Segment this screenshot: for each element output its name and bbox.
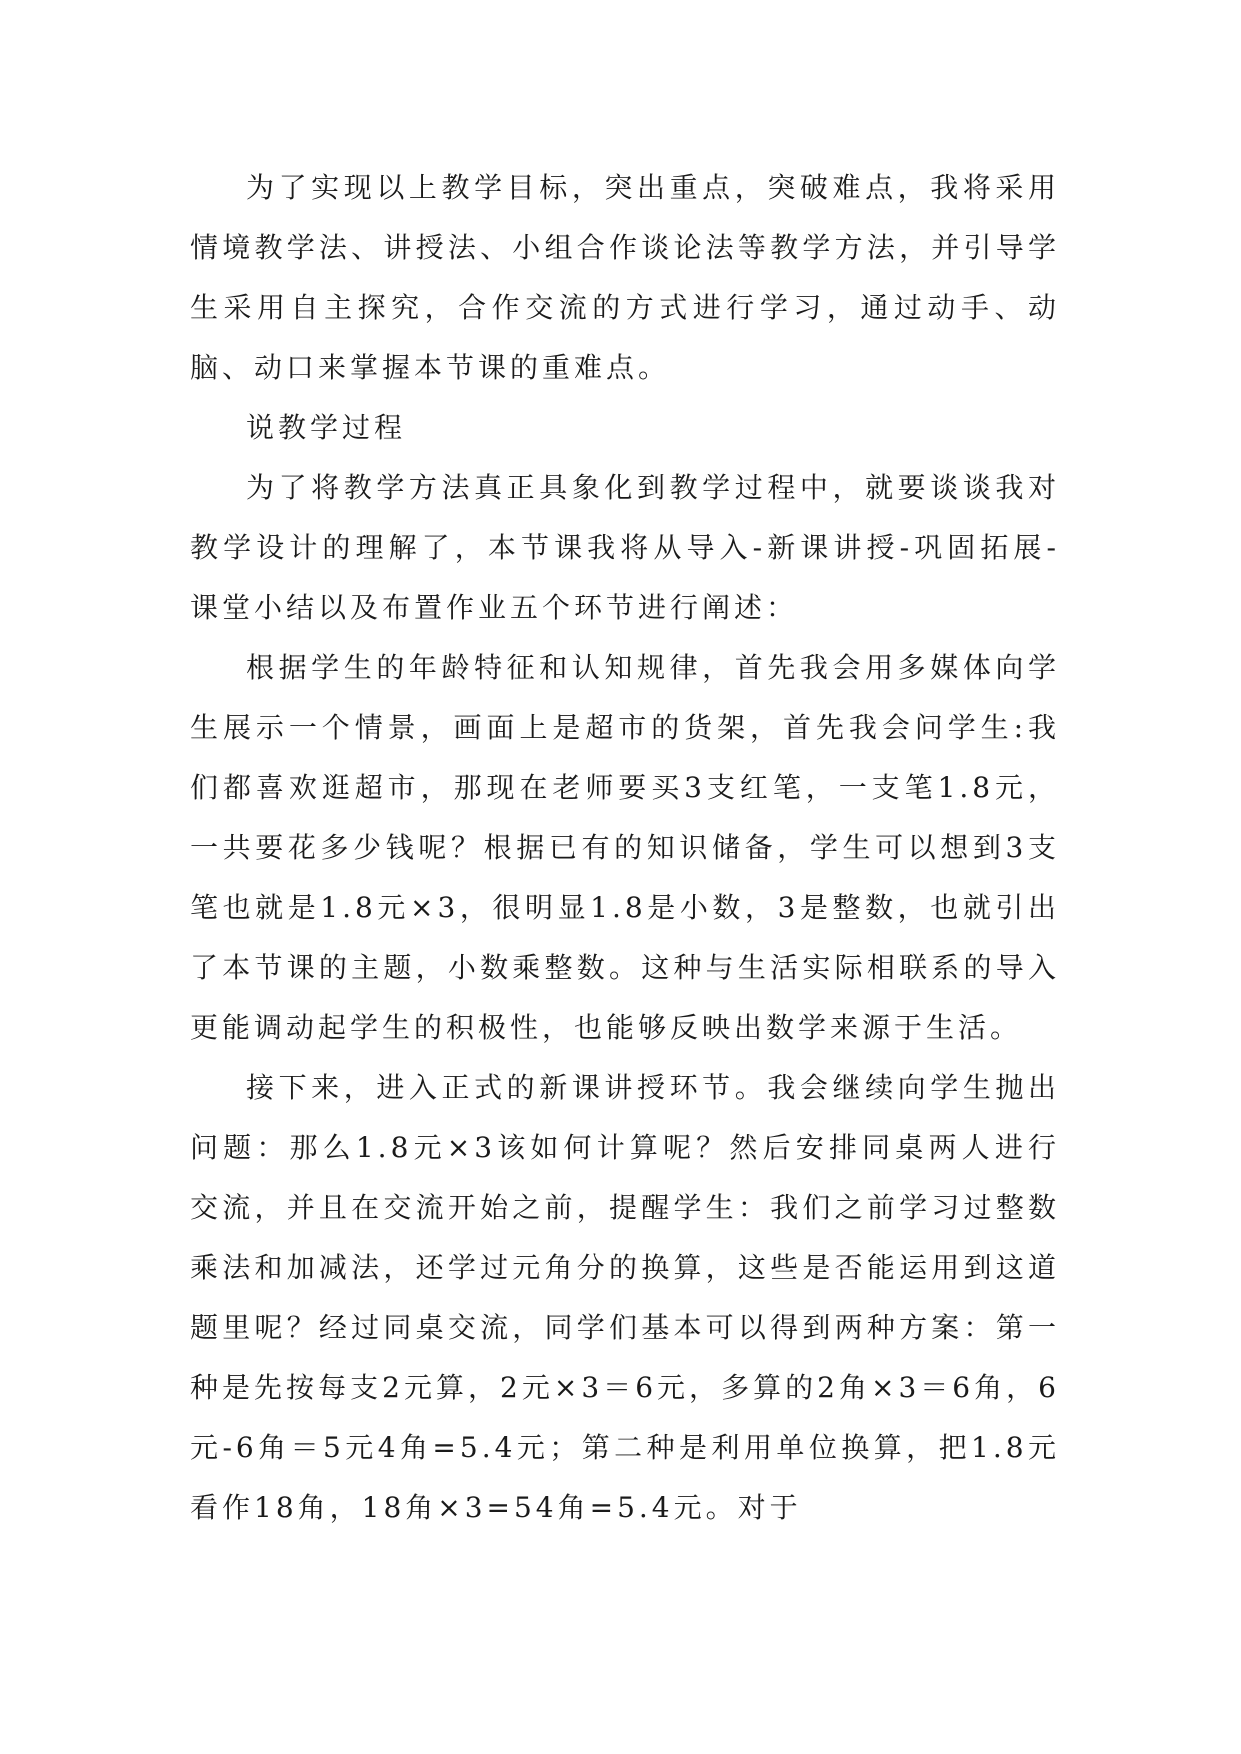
paragraph-introduction: 根据学生的年龄特征和认知规律，首先我会用多媒体向学生展示一个情景，画面上是超市的货架，首先我会问学生:我们都喜欢逛超市，那现在老师要买3支红笔，一支笔1.8元，一共要花多少钱呢？根据已有的知识储备，学生可以想到3支笔也就是1.8元×3，很明显1.8是小数，3是整数，也就引出了本节课的主题，小数乘整数。这种与生活实际相联系的导入更能调动起学生的积极性，也能够反映出数学来源于生活。 bbox=[190, 651, 1060, 1044]
document-body bbox=[190, 158, 1060, 1538]
paragraph-new-lesson: 接下来，进入正式的新课讲授环节。我会继续向学生抛出问题：那么1.8元×3该如何计算呢？然后安排同桌两人进行交流，并且在交流开始之前，提醒学生：我们之前学习过整数乘法和加减法，还学过元角分的换算，这些是否能运用到这道题里呢？经过同桌交流，同学们基本可以得到两种方案：第一种是先按每支2元算，2元×3＝6元，多算的2角×3＝6角，6元-6角＝5元4角=5.4元；第二种是利用单位换算，把1.8元看作18角，18角×3=54角=5.4元。对于 bbox=[190, 1071, 1060, 1524]
paragraph-teaching-methods: 为了实现以上教学目标，突出重点，突破难点，我将采用情境教学法、讲授法、小组合作谈论法等教学方法，并引导学生采用自主探究，合作交流的方式进行学习，通过动手、动脑、动口来掌握本节课的重难点。 bbox=[190, 171, 1060, 384]
section-heading-teaching-process: 说教学过程 bbox=[246, 411, 407, 444]
paragraph-design-overview: 为了将教学方法真正具象化到教学过程中，就要谈谈我对教学设计的理解了，本节课我将从导入-新课讲授-巩固拓展-课堂小结以及布置作业五个环节进行阐述： bbox=[190, 471, 1060, 624]
